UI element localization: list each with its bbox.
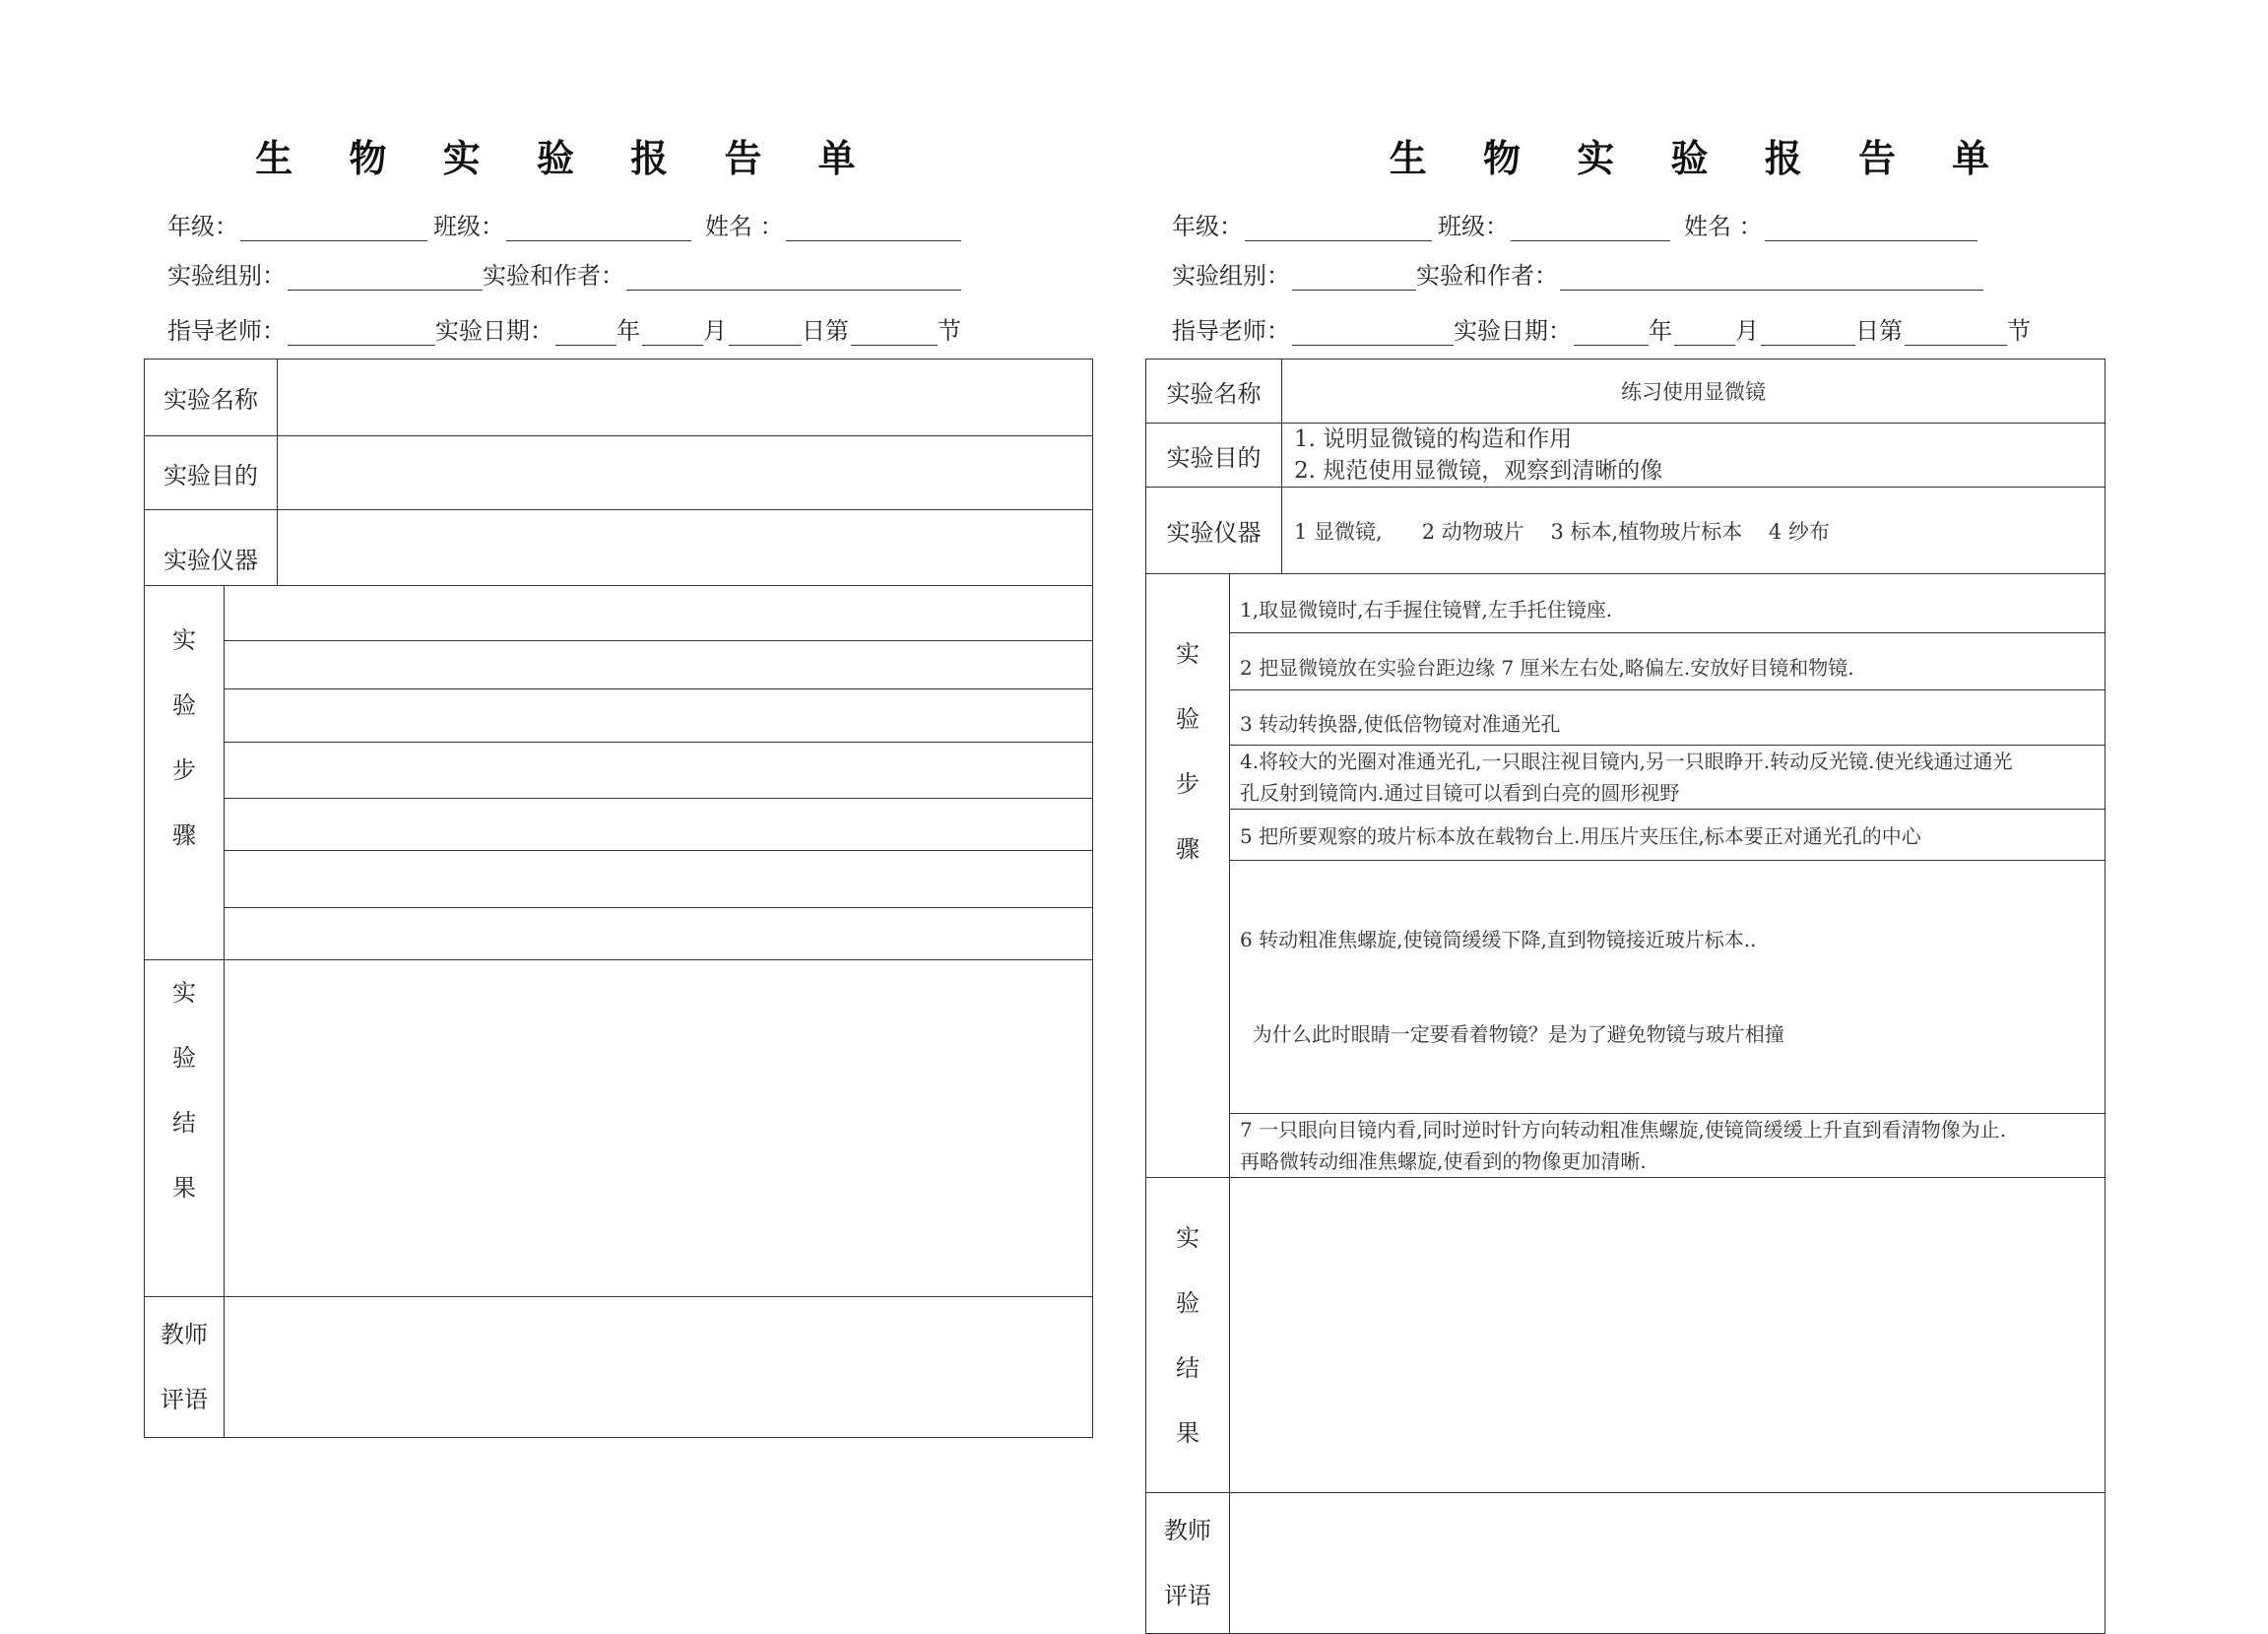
group-field[interactable] xyxy=(1292,264,1416,291)
class-field[interactable] xyxy=(1511,215,1670,241)
month-label: 月 xyxy=(1735,317,1759,345)
partner-field[interactable] xyxy=(1560,264,1983,291)
teacher-comment-cell[interactable] xyxy=(1230,1493,2106,1634)
grade-field[interactable] xyxy=(240,215,427,241)
name-field[interactable] xyxy=(786,215,961,241)
year-field[interactable] xyxy=(555,319,616,346)
teacher-comment-label: 教师 评语 xyxy=(145,1297,225,1438)
header-row-3 xyxy=(167,311,963,346)
step-row[interactable] xyxy=(225,743,1093,799)
name-label: 姓名 ： xyxy=(705,213,784,240)
day-field[interactable] xyxy=(729,319,802,346)
group-label: 实验组别： xyxy=(1172,262,1290,290)
steps-label: 实 验 步 骤 xyxy=(145,586,225,960)
period-label: 节 xyxy=(938,317,961,345)
instrument-cell[interactable]: 1 显微镜, 2 动物玻片 3 标本,植物玻片标本 4 纱布 xyxy=(1282,488,2106,574)
period-field[interactable] xyxy=(851,319,938,346)
step-row[interactable]: 4.将较大的光圈对准通光孔,一只眼注视目镜内,另一只眼睁开.转动反光镜.使光线通过通光 孔反射到镜筒内.通过目镜可以看到白亮的圆形视野 xyxy=(1230,746,2106,810)
teacher-comment-label: 教师 评语 xyxy=(1146,1493,1230,1634)
step-row[interactable] xyxy=(225,689,1093,743)
experiment-aim-label: 实验目的 xyxy=(145,436,278,510)
class-field[interactable] xyxy=(506,215,691,241)
step-row[interactable]: 5 把所要观察的玻片标本放在载物台上.用压片夹压住,标本要正对通光孔的中心 xyxy=(1230,810,2106,861)
page-title: 生 物 实 验 报 告 单 xyxy=(1389,136,2012,180)
left-report-sheet xyxy=(0,0,1133,1571)
date-label: 实验日期： xyxy=(1454,317,1572,345)
grade-label: 年级： xyxy=(167,213,238,240)
aim-item: 1. 说明显微镜的构造和作用 xyxy=(1294,426,1573,452)
day-label: 日第 xyxy=(1855,317,1903,345)
period-label: 节 xyxy=(2007,317,2031,345)
step-row[interactable]: 1,取显微镜时,右手握住镜臂,左手托住镜座. xyxy=(1230,574,2106,633)
month-label: 月 xyxy=(703,317,727,345)
experiment-name-label: 实验名称 xyxy=(145,359,278,436)
name-label: 姓名 ： xyxy=(1684,213,1763,240)
header-row-3 xyxy=(1172,311,2033,346)
day-field[interactable] xyxy=(1761,319,1855,346)
result-label: 实 验 结 果 xyxy=(1146,1178,1230,1493)
partner-label: 实验和作者： xyxy=(1416,262,1558,290)
result-cell[interactable] xyxy=(1230,1178,2106,1493)
step-row[interactable]: 6 转动粗准焦螺旋,使镜筒缓缓下降,直到物镜接近玻片标本.. 为什么此时眼睛一定要看着物镜？是为了避免物镜与玻片相撞 xyxy=(1230,861,2106,1114)
experiment-name-label: 实验名称 xyxy=(1146,359,1282,424)
experiment-name-cell[interactable]: 练习使用显微镜 xyxy=(1282,359,2106,424)
right-report-sheet xyxy=(1133,0,2268,1609)
date-label: 实验日期： xyxy=(435,317,553,345)
year-field[interactable] xyxy=(1574,319,1649,346)
class-label: 班级： xyxy=(433,213,504,240)
teacher-label: 指导老师： xyxy=(167,317,286,345)
period-field[interactable] xyxy=(1905,319,2007,346)
header-row-2 xyxy=(167,256,967,291)
experiment-aim-label: 实验目的 xyxy=(1146,424,1282,488)
header-row-1 xyxy=(167,207,967,241)
instrument-label: 实验仪器 xyxy=(145,510,278,586)
experiment-name-cell[interactable] xyxy=(278,359,1093,436)
experiment-aim-cell[interactable] xyxy=(278,436,1093,510)
instrument-cell[interactable] xyxy=(278,510,1093,586)
step-row[interactable]: 3 转动转换器,使低倍物镜对准通光孔 xyxy=(1230,690,2106,746)
month-field[interactable] xyxy=(642,319,703,346)
header-row-2 xyxy=(1172,256,1989,291)
partner-label: 实验和作者： xyxy=(483,262,624,290)
name-field[interactable] xyxy=(1765,215,1977,241)
step-row[interactable] xyxy=(225,851,1093,908)
teacher-field[interactable] xyxy=(288,319,435,346)
teacher-comment-cell[interactable] xyxy=(225,1297,1093,1438)
instrument-label: 实验仪器 xyxy=(1146,488,1282,574)
grade-field[interactable] xyxy=(1245,215,1432,241)
day-label: 日第 xyxy=(802,317,849,345)
steps-label: 实 验 步 骤 xyxy=(1146,574,1230,1178)
group-label: 实验组别： xyxy=(167,262,286,290)
teacher-label: 指导老师： xyxy=(1172,317,1290,345)
month-field[interactable] xyxy=(1674,319,1735,346)
step-row[interactable]: 2 把显微镜放在实验台距边缘 7 厘米左右处,略偏左.安放好目镜和物镜. xyxy=(1230,633,2106,690)
step-row[interactable]: 7 一只眼向目镜内看,同时逆时针方向转动粗准焦螺旋,使镜筒缓缓上升直到看清物像为止. 再略微转动细准焦螺旋,使看到的物像更加清晰. xyxy=(1230,1114,2106,1178)
step-row[interactable] xyxy=(225,586,1093,641)
experiment-aim-cell[interactable] xyxy=(1282,424,2106,488)
page-title: 生 物 实 验 报 告 单 xyxy=(255,136,877,180)
grade-label: 年级： xyxy=(1172,213,1243,240)
report-table xyxy=(144,359,1093,1438)
report-table xyxy=(1145,359,2106,1634)
year-label: 年 xyxy=(1649,317,1672,345)
step-row[interactable] xyxy=(225,908,1093,960)
header-row-1 xyxy=(1172,207,1983,241)
group-field[interactable] xyxy=(288,264,483,291)
aim-item: 2. 规范使用显微镜，观察到清晰的像 xyxy=(1294,458,1663,484)
partner-field[interactable] xyxy=(626,264,961,291)
teacher-field[interactable] xyxy=(1292,319,1454,346)
step-row[interactable] xyxy=(225,799,1093,851)
step-row[interactable] xyxy=(225,641,1093,689)
class-label: 班级： xyxy=(1438,213,1509,240)
result-cell[interactable] xyxy=(225,960,1093,1297)
result-label: 实 验 结 果 xyxy=(145,960,225,1297)
year-label: 年 xyxy=(616,317,640,345)
